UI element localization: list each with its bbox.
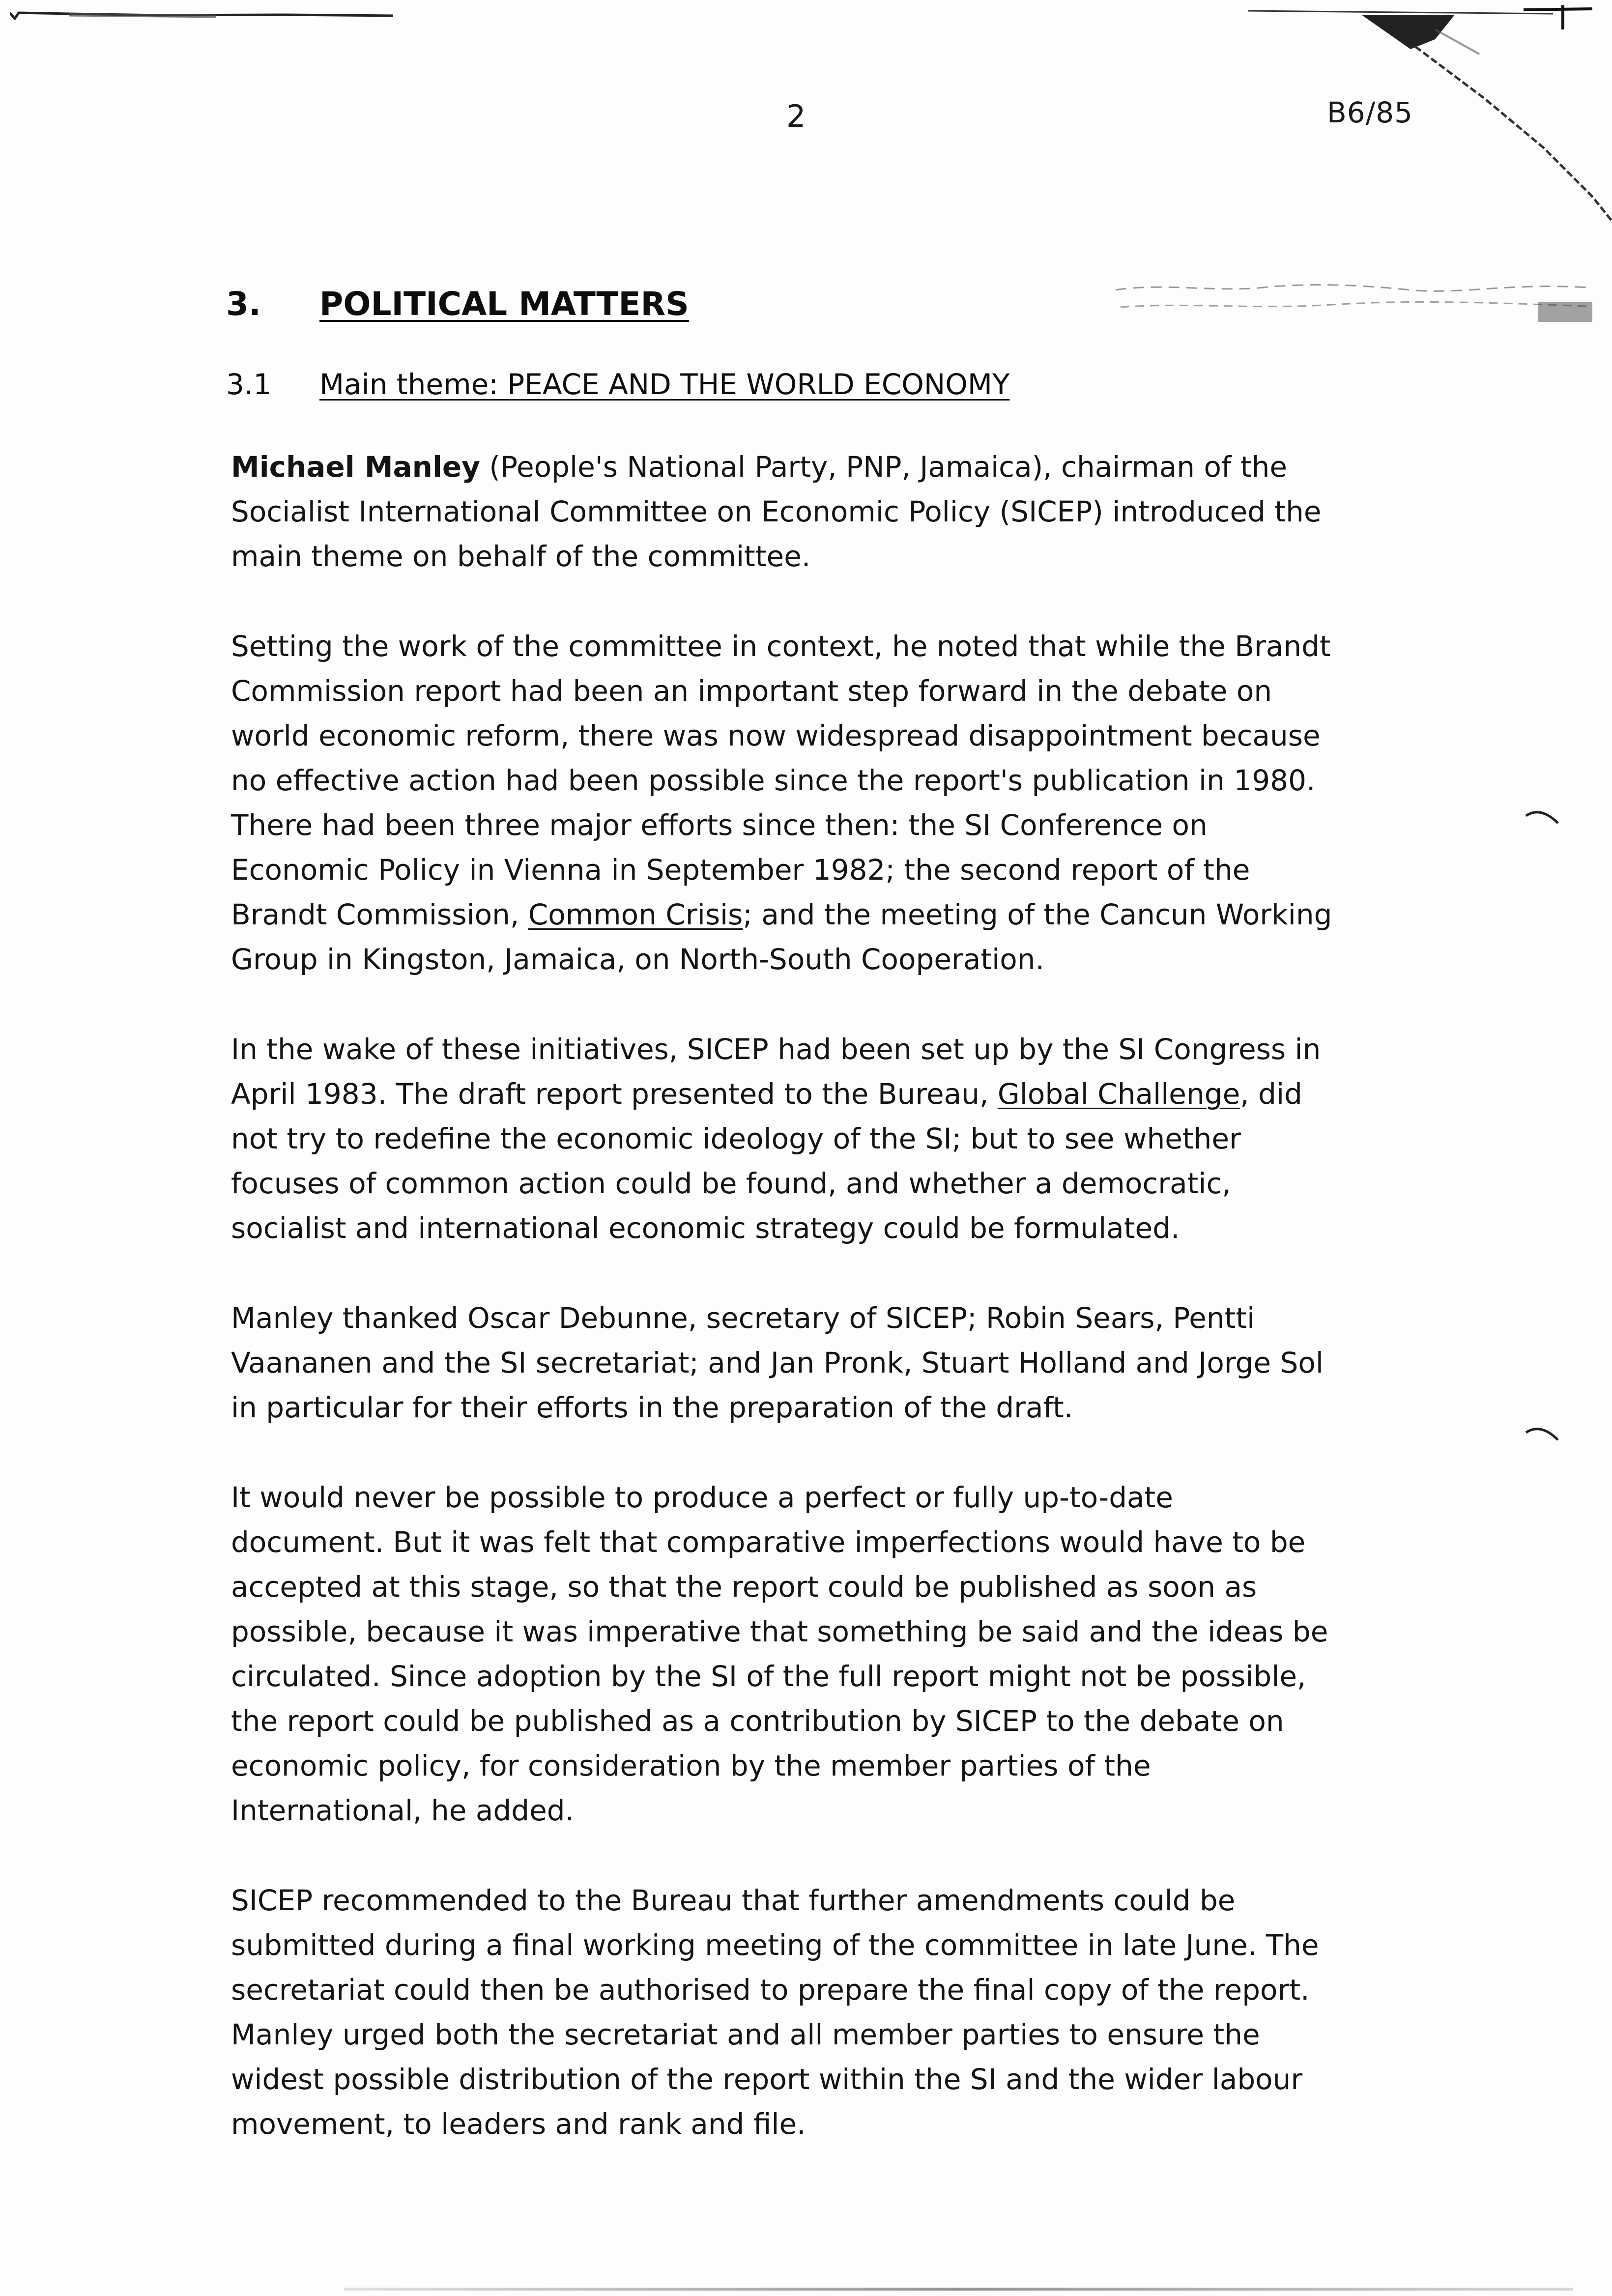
text-line: submitted during a final working meeting of the committee in late June. The <box>231 1928 1319 1962</box>
text-line: Socialist International Committee on Economic Policy (SICEP) introduced the <box>231 495 1322 528</box>
text-line: in particular for their efforts in the preparation of the draft. <box>231 1391 1073 1424</box>
text-line: Setting the work of the committee in context, he noted that while the Brandt <box>231 630 1331 663</box>
text-line: movement, to leaders and rank and file. <box>231 2107 806 2141</box>
text-line: circulated. Since adoption by the SI of the full report might not be possible, <box>231 1660 1306 1693</box>
paragraph <box>231 1878 1479 2147</box>
paragraph <box>231 1027 1479 1251</box>
text-line: Manley thanked Oscar Debunne, secretary of SICEP; Robin Sears, Pentti <box>231 1301 1255 1335</box>
margin-bracket-mark <box>1524 1423 1563 1442</box>
paragraph <box>231 1475 1479 1833</box>
section-heading <box>226 285 689 323</box>
subsection-title: Main theme: PEACE AND THE WORLD ECONOMY <box>319 368 1010 401</box>
text-line: Economic Policy in Vienna in September 1982; the second report of the <box>231 853 1250 887</box>
margin-bracket-mark <box>1524 806 1563 826</box>
scan-artifact-top-left <box>10 11 393 20</box>
text-line: focuses of common action could be found, and whether a democratic, <box>231 1167 1231 1200</box>
text-line: SICEP recommended to the Bureau that further amendments could be <box>231 1884 1236 1917</box>
section-title: POLITICAL MATTERS <box>319 285 689 323</box>
text-line: There had been three major efforts since then: the SI Conference on <box>231 808 1208 842</box>
text-line: no effective action had been possible since the report's publication in 1980. <box>231 764 1316 797</box>
text-line: possible, because it was imperative that something be said and the ideas be <box>231 1615 1328 1648</box>
scan-artifact-right-dashes <box>1106 268 1597 322</box>
section-number: 3. <box>226 285 261 323</box>
subsection-number: 3.1 <box>226 368 272 401</box>
text-line: widest possible distribution of the report within the SI and the wider labour <box>231 2063 1303 2096</box>
text-line: In the wake of these initiatives, SICEP had been set up by the SI Congress in <box>231 1033 1321 1066</box>
text-line: It would never be possible to produce a perfect or fully up-to-date <box>231 1481 1173 1514</box>
body-text <box>231 445 1479 2192</box>
text-line: not try to redefine the economic ideology of the SI; but to see whether <box>231 1122 1241 1155</box>
text-line: accepted at this stage, so that the report could be published as soon as <box>231 1570 1257 1604</box>
text-line: April 1983. The draft report presented to the Bureau, Global Challenge, did <box>231 1077 1302 1111</box>
text-line: document. But it was felt that comparative imperfections would have to be <box>231 1525 1306 1559</box>
paragraph <box>231 445 1479 579</box>
report-title-global-challenge: Global Challenge <box>997 1077 1240 1111</box>
text-line: socialist and international economic strategy could be formulated. <box>231 1211 1180 1245</box>
text-line: economic policy, for consideration by the member parties of the <box>231 1749 1151 1782</box>
text-line: world economic reform, there was now widespread disappointment because <box>231 719 1321 752</box>
text-line: Group in Kingston, Jamaica, on North-South Cooperation. <box>231 943 1044 976</box>
text-line: Commission report had been an important step forward in the debate on <box>231 674 1272 708</box>
text-line: Brandt Commission, Common Crisis; and the meeting of the Cancun Working <box>231 898 1332 931</box>
report-title-common-crisis: Common Crisis <box>528 898 743 931</box>
text-line: Manley urged both the secretariat and all member parties to ensure the <box>231 2018 1260 2051</box>
document-reference: B6/85 <box>1327 96 1413 129</box>
text-line: main theme on behalf of the committee. <box>231 540 811 573</box>
text-line: the report could be published as a contribution by SICEP to the debate on <box>231 1704 1284 1738</box>
subsection-heading <box>226 368 1009 401</box>
scan-artifact-bottom-line <box>344 2288 1573 2291</box>
text-line: secretariat could then be authorised to prepare the final copy of the report. <box>231 1973 1310 2007</box>
scan-artifact-top-right <box>1248 0 1612 231</box>
text-line: Vaananen and the SI secretariat; and Jan Pronk, Stuart Holland and Jorge Sol <box>231 1346 1324 1379</box>
speaker-name: Michael Manley <box>231 450 480 484</box>
paragraph <box>231 624 1479 982</box>
page-number: 2 <box>786 98 806 134</box>
text-line: International, he added. <box>231 1794 575 1827</box>
text-line: Michael Manley (People's National Party, PNP, Jamaica), chairman of the <box>231 450 1288 484</box>
paragraph <box>231 1296 1479 1430</box>
